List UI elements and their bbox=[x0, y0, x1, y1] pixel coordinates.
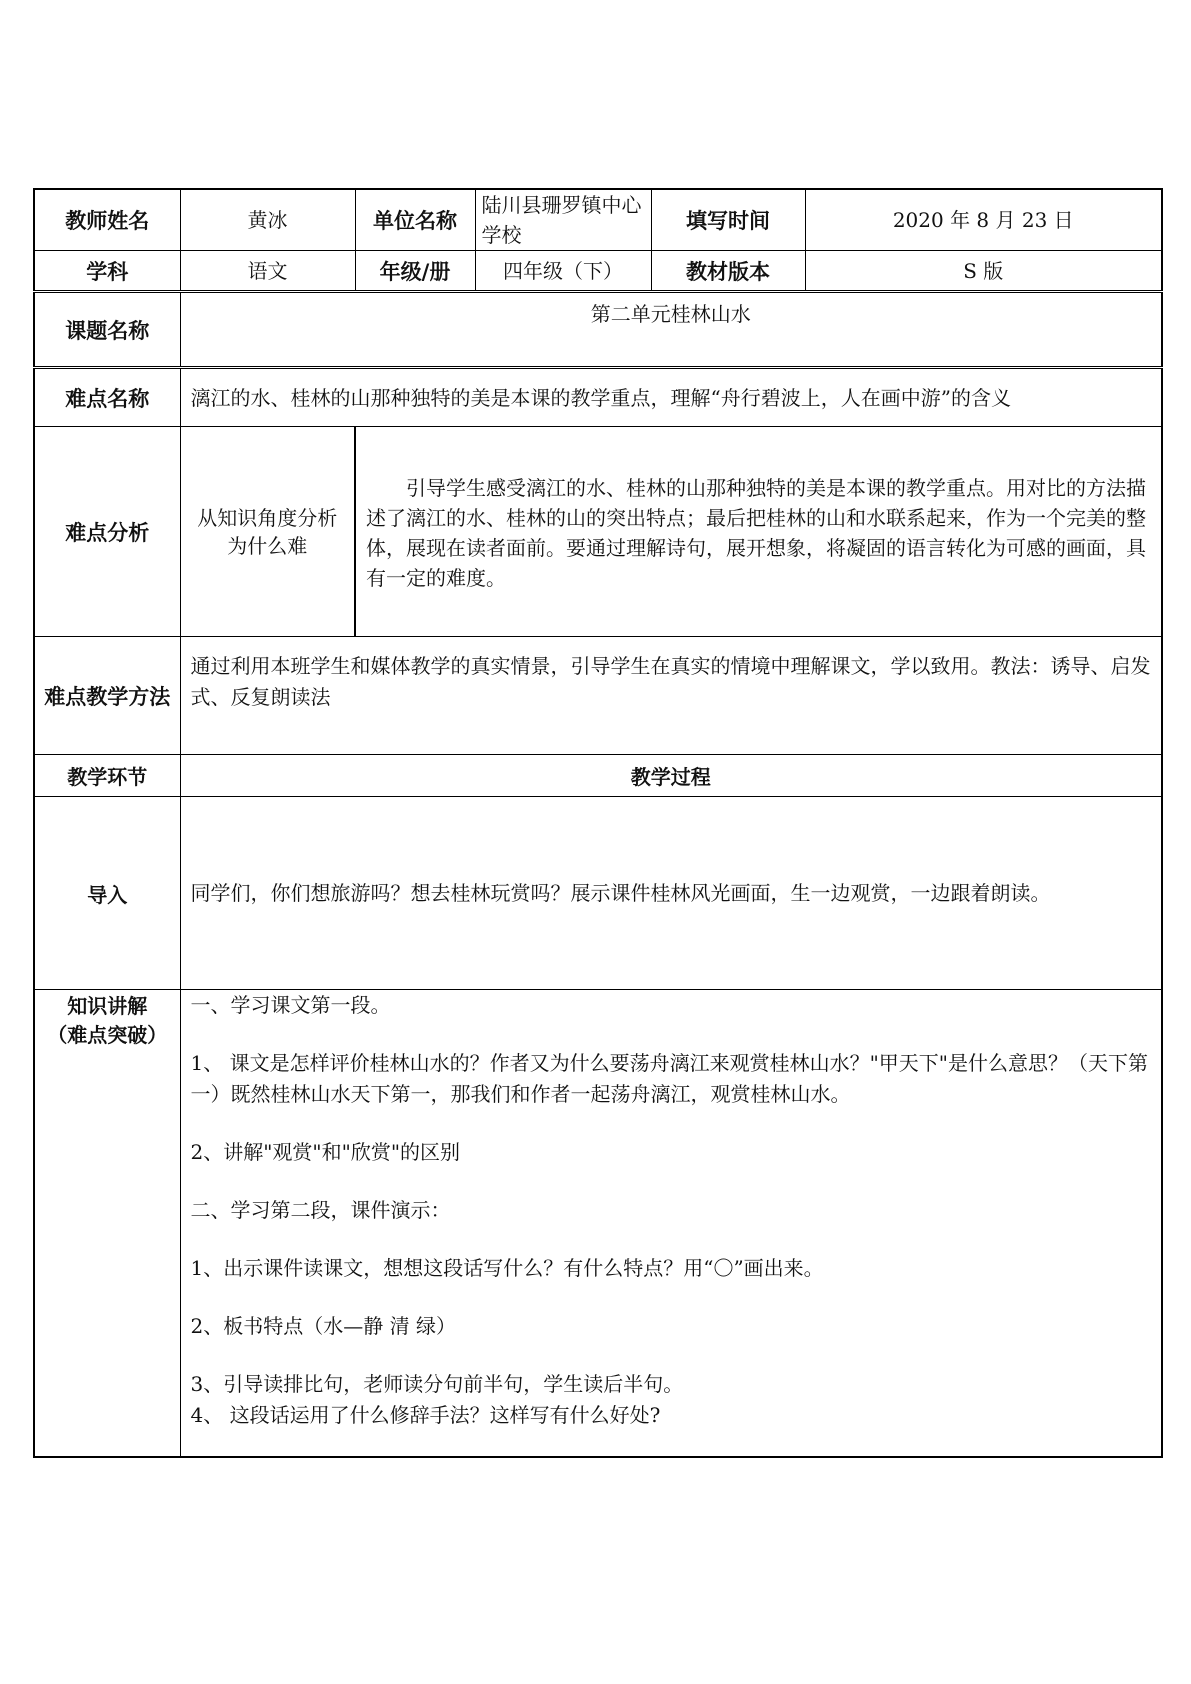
difficulty-value: 漓江的水、桂林的山那种独特的美是本课的教学重点，理解“舟行碧波上，人在画中游”的含义 bbox=[180, 368, 1162, 427]
intro-value: 同学们，你们想旅游吗？想去桂林玩赏吗？展示课件桂林风光画面，生一边观赏，一边跟着朗读。 bbox=[180, 797, 1162, 990]
knowledge-item: 2、板书特点（水—静 清 绿） bbox=[190, 1314, 456, 1338]
grade-label: 年级/册 bbox=[355, 251, 475, 292]
knowledge-item: 2、讲解"观赏"和"欣赏"的区别 bbox=[190, 1140, 461, 1164]
intro-label: 导入 bbox=[34, 797, 180, 990]
intro-row bbox=[34, 797, 1162, 990]
edition-value: S 版 bbox=[805, 251, 1162, 292]
difficulty-row bbox=[34, 368, 1162, 427]
knowledge-item: 1、出示课件读课文，想想这段话写什么？有什么特点？用“〇”画出来。 bbox=[190, 1256, 824, 1280]
unit-label: 单位名称 bbox=[355, 189, 475, 251]
method-value: 通过利用本班学生和媒体教学的真实情景，引导学生在真实的情境中理解课文，学以致用。教法：诱导、启发式、反复朗读法 bbox=[180, 637, 1162, 755]
grade-value: 四年级（下） bbox=[475, 251, 651, 292]
topic-row bbox=[34, 292, 1162, 368]
time-label: 填写时间 bbox=[651, 189, 805, 251]
knowledge-label-line1: 知识讲解 bbox=[67, 994, 148, 1018]
knowledge-label-line2: （难点突破） bbox=[47, 1023, 168, 1047]
knowledge-item: 一、学习课文第一段。 bbox=[190, 993, 391, 1017]
teacher-label: 教师姓名 bbox=[34, 189, 180, 251]
method-row bbox=[34, 637, 1162, 755]
teacher-value: 黄冰 bbox=[180, 189, 355, 251]
analysis-label: 难点分析 bbox=[34, 427, 180, 637]
subject-label: 学科 bbox=[34, 251, 180, 292]
unit-value: 陆川县珊罗镇中心学校 bbox=[475, 189, 651, 251]
knowledge-item: 1、 课文是怎样评价桂林山水的？作者又为什么要荡舟漓江来观赏桂林山水？"甲天下"是什么意思？（天下第一）既然桂林山水天下第一，那我们和作者一起荡舟漓江，观赏桂林山水。 bbox=[190, 1051, 1148, 1106]
method-label: 难点教学方法 bbox=[34, 637, 180, 755]
topic-value: 第二单元桂林山水 bbox=[180, 292, 1162, 368]
topic-label: 课题名称 bbox=[34, 292, 180, 368]
analysis-value: 引导学生感受漓江的水、桂林的山那种独特的美是本课的教学重点。用对比的方法描述了漓江的水、桂林的山的突出特点；最后把桂林的山和水联系起来，作为一个完美的整体，展现在读者面前。要通过理解诗句，展开想象，将凝固的语言转化为可感的画面，具有一定的难度。 bbox=[355, 427, 1162, 637]
subject-value: 语文 bbox=[180, 251, 355, 292]
header-row-2 bbox=[34, 251, 1162, 292]
time-value: 2020 年 8 月 23 日 bbox=[805, 189, 1162, 251]
analysis-row bbox=[34, 427, 1162, 637]
knowledge-row bbox=[34, 990, 1162, 1457]
knowledge-item: 4、 这段话运用了什么修辞手法？这样写有什么好处? bbox=[190, 1403, 661, 1427]
knowledge-content bbox=[180, 990, 1162, 1457]
knowledge-item: 3、引导读排比句，老师读分句前半句，学生读后半句。 bbox=[190, 1372, 684, 1396]
knowledge-item: 二、学习第二段，课件演示： bbox=[190, 1198, 451, 1222]
analysis-angle: 从知识角度分析为什么难 bbox=[180, 427, 355, 637]
stage-label: 教学环节 bbox=[34, 755, 180, 797]
edition-label: 教材版本 bbox=[651, 251, 805, 292]
header-row-1 bbox=[34, 189, 1162, 251]
lesson-plan-table bbox=[33, 188, 1163, 1458]
knowledge-label bbox=[34, 990, 180, 1457]
process-label: 教学过程 bbox=[180, 755, 1162, 797]
difficulty-label: 难点名称 bbox=[34, 368, 180, 427]
process-header-row bbox=[34, 755, 1162, 797]
